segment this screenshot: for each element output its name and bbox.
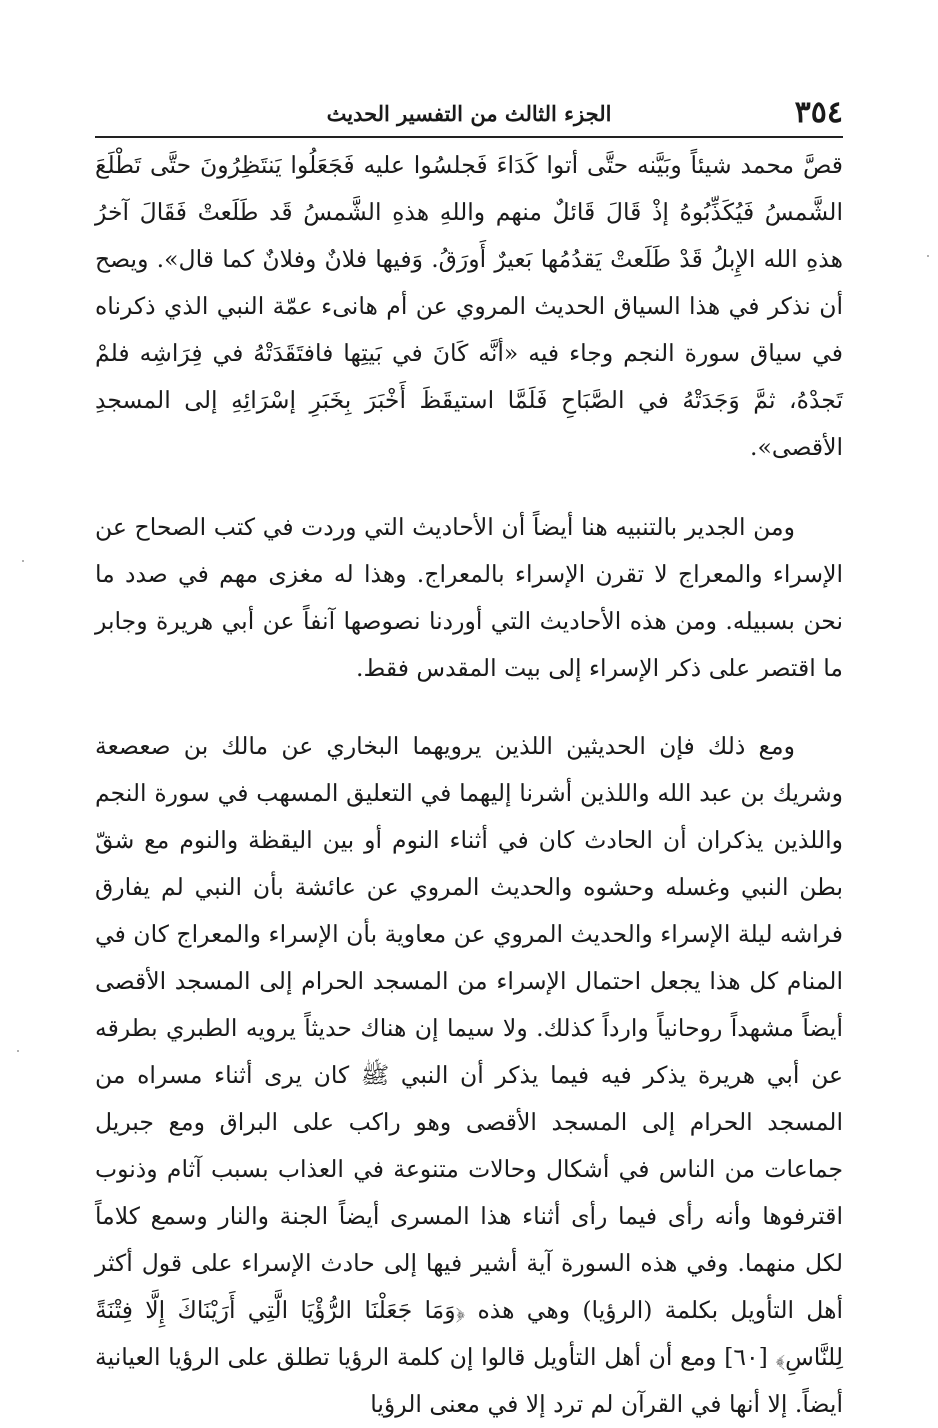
paragraph-continuation: قصَّ محمد شيئاً وبَيَّنه حتَّى أتوا كَدَاءَ فَجلسُوا عليه فَجَعَلُوا يَنتَظِرُونَ حتَّى تَطْلَعَ الشَّمسُ فَيُكَذِّبُوهُ إذْ قَالَ قَائلٌ منهم واللهِ هذهِ الشَّمسُ قَد طَلَعتْ فَقَالَ آخرُ هذهِ الله الإِبلُ قَدْ طَلَعتْ يَقدُمُها بَعيرٌ أَورَقُ. وَفيها فلانٌ وفلانٌ كما قال». ويصح أن نذكر في هذا السياق الحديث المروي عن أم هانىء عمّة النبي الذي ذكرناه في سياق سورة النجم وجاء فيه «أنَّه كَانَ في بَيتِها فافتَقَدَتْهُ في فِرَاشِه فلمْ تَجدْهُ، ثمَّ وَجَدَتْهُ في الصَّبَاحِ فَلَمَّا استيقَظَ أَخْبَرَ بِخَبَرِ إسْرَائِهِ إلى المسجدِ الأقصى». — [95, 151, 843, 461]
paragraph-gap — [95, 471, 843, 504]
page-header — [95, 96, 843, 130]
scan-speck — [927, 255, 929, 257]
paragraph-gap — [95, 692, 843, 723]
page-number: ٣٥٤ — [794, 95, 843, 130]
paragraph-bukhari-hadiths: ومع ذلك فإن الحديثين اللذين يرويهما البخاري عن مالك بن صعصعة وشريك بن عبد الله واللذين أشرنا إليهما في التعليق المسهب في سورة النجم واللذين يذكران أن الحادث كان في أثناء النوم أو بين اليقظة والنوم مع شقّ بطن النبي وغسله وحشوه والحديث المروي عن عائشة بأن النبي لم يفارق فراشه ليلة الإسراء والحديث المروي عن معاوية بأن الإسراء والمعراج كان في المنام كل هذا يجعل احتمال الإسراء من المسجد الحرام إلى المسجد الأقصى أيضاً مشهداً روحانياً وارداً كذلك. ولا سيما إن هناك حديثاً يرويه الطبري بطرقه عن أبي هريرة يذكر فيه فيما يذكر أن النبي ﷺ كان يرى أثناء مسراه من المسجد الحرام إلى المسجد الأقصى وهو راكب على البراق ومع جبريل جماعات من الناس في أشكال وحالات متنوعة في العذاب بسبب آثام وذنوب اقترفوها وأنه رأى فيما رأى أثناء هذا المسرى أيضاً الجنة والنار وسمع كلاماً لكل منهما. وفي هذه السورة آية أشير فيها إلى حادث الإسراء على قول أكثر أهل التأويل بكلمة (الرؤيا) وهي هذه ﴿وَمَا جَعَلْنَا الرُّؤْيَا الَّتِي أَرَيْنَاكَ إِلَّا فِتْنَةً لِلنَّاسِ﴾ [٦٠] ومع أن أهل التأويل قالوا إن كلمة الرؤيا تطلق على الرؤيا العيانية أيضاً. إلا أنها في القرآن لم ترد إلا في معنى الرؤيا — [95, 732, 843, 1418]
running-title: الجزء الثالث من التفسير الحديث — [326, 101, 612, 126]
header-rule — [95, 136, 843, 138]
body-text — [95, 142, 843, 1428]
scan-speck — [22, 560, 24, 562]
paragraph-sahih-hadiths: ومن الجدير بالتنبيه هنا أيضاً أن الأحاديث التي وردت في كتب الصحاح عن الإسراء والمعراج لا تقرن الإسراء بالمعراج. وهذا له مغزى مهم في صدد ما نحن بسبيله. ومن هذه الأحاديث التي أوردنا نصوصها آنفاً عن أبي هريرة وجابر ما اقتصر على ذكر الإسراء إلى بيت المقدس فقط. — [95, 513, 843, 682]
scan-speck — [17, 1050, 19, 1052]
